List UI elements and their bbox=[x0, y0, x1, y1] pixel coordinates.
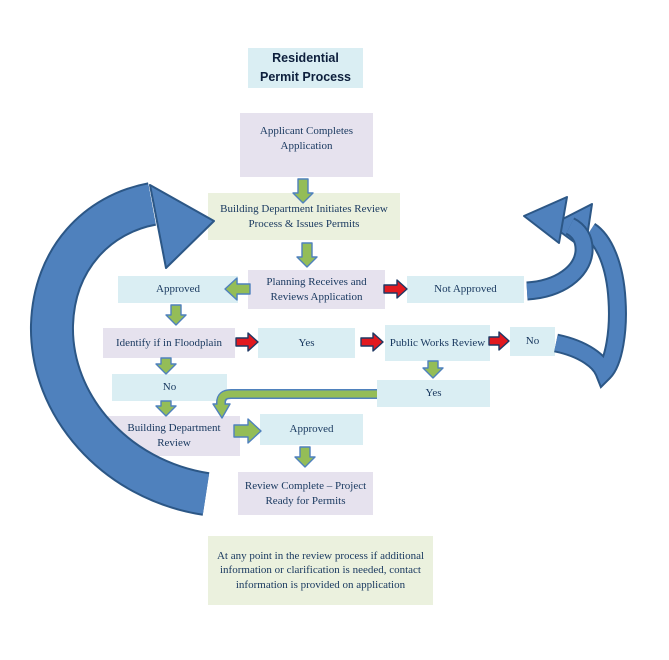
arrow-down-floodplain-to-no bbox=[156, 358, 176, 374]
diagram-title-line2: Permit Process bbox=[259, 70, 352, 84]
diagram-title bbox=[248, 48, 363, 88]
node-label: At any point in the review process if additional information or clarification is needed, contact information is provided on application bbox=[216, 549, 425, 591]
node-label: Approved bbox=[156, 283, 200, 296]
node-identify-floodplain bbox=[103, 328, 235, 358]
node-applicant-completes-application bbox=[240, 113, 373, 177]
node-yes-floodplain bbox=[258, 328, 355, 358]
node-review-complete bbox=[238, 472, 373, 515]
node-label: Approved bbox=[289, 423, 334, 436]
node-label: Building Department Initiates Review Process & Issues Permits bbox=[220, 202, 388, 230]
arrow-right-publicworks-to-no bbox=[489, 332, 509, 350]
node-note-contact-info bbox=[208, 536, 433, 605]
node-approved-building bbox=[260, 414, 363, 445]
node-no-public-works bbox=[510, 327, 555, 356]
node-label: Building Department Review bbox=[127, 422, 221, 449]
arrow-right-yes-to-publicworks bbox=[361, 333, 383, 351]
arrow-down-no-to-building-review bbox=[156, 401, 176, 416]
node-label: Not Approved bbox=[434, 283, 497, 296]
node-yes-public-works bbox=[377, 380, 490, 407]
node-label: No bbox=[525, 335, 540, 348]
node-label: Applicant Completes Application bbox=[259, 124, 354, 152]
node-label: Identify if in Floodplain bbox=[115, 336, 222, 349]
node-label: Yes bbox=[425, 387, 442, 400]
arrow-down-building-to-planning bbox=[297, 243, 317, 267]
node-label: No bbox=[162, 381, 177, 394]
node-public-works-review bbox=[385, 325, 490, 361]
curved-arrow-loopback-not-approved bbox=[524, 197, 584, 291]
node-approved-planning bbox=[118, 276, 238, 303]
curved-arrow-loopback-no bbox=[551, 204, 617, 372]
node-label: Planning Receives and Reviews Application bbox=[266, 275, 367, 303]
node-planning-receives-reviews bbox=[248, 270, 385, 309]
node-not-approved bbox=[407, 276, 524, 303]
arrow-down-approved-to-floodplain bbox=[166, 305, 186, 325]
node-label: Public Works Review bbox=[389, 336, 486, 349]
node-label: Yes bbox=[298, 336, 315, 349]
arrow-right-planning-to-not-approved bbox=[384, 280, 407, 298]
arrow-right-floodplain-to-yes bbox=[236, 333, 258, 351]
node-building-dept-review bbox=[108, 416, 240, 456]
node-label: Review Complete – Project Ready for Permits bbox=[244, 479, 367, 507]
node-no-floodplain bbox=[112, 374, 227, 401]
node-building-dept-initiates-review bbox=[208, 193, 400, 240]
diagram-title-line1: Residential bbox=[272, 50, 339, 65]
arrow-down-publicworks-to-yes bbox=[423, 361, 443, 378]
arrow-down-approved-to-review-complete bbox=[295, 447, 315, 467]
